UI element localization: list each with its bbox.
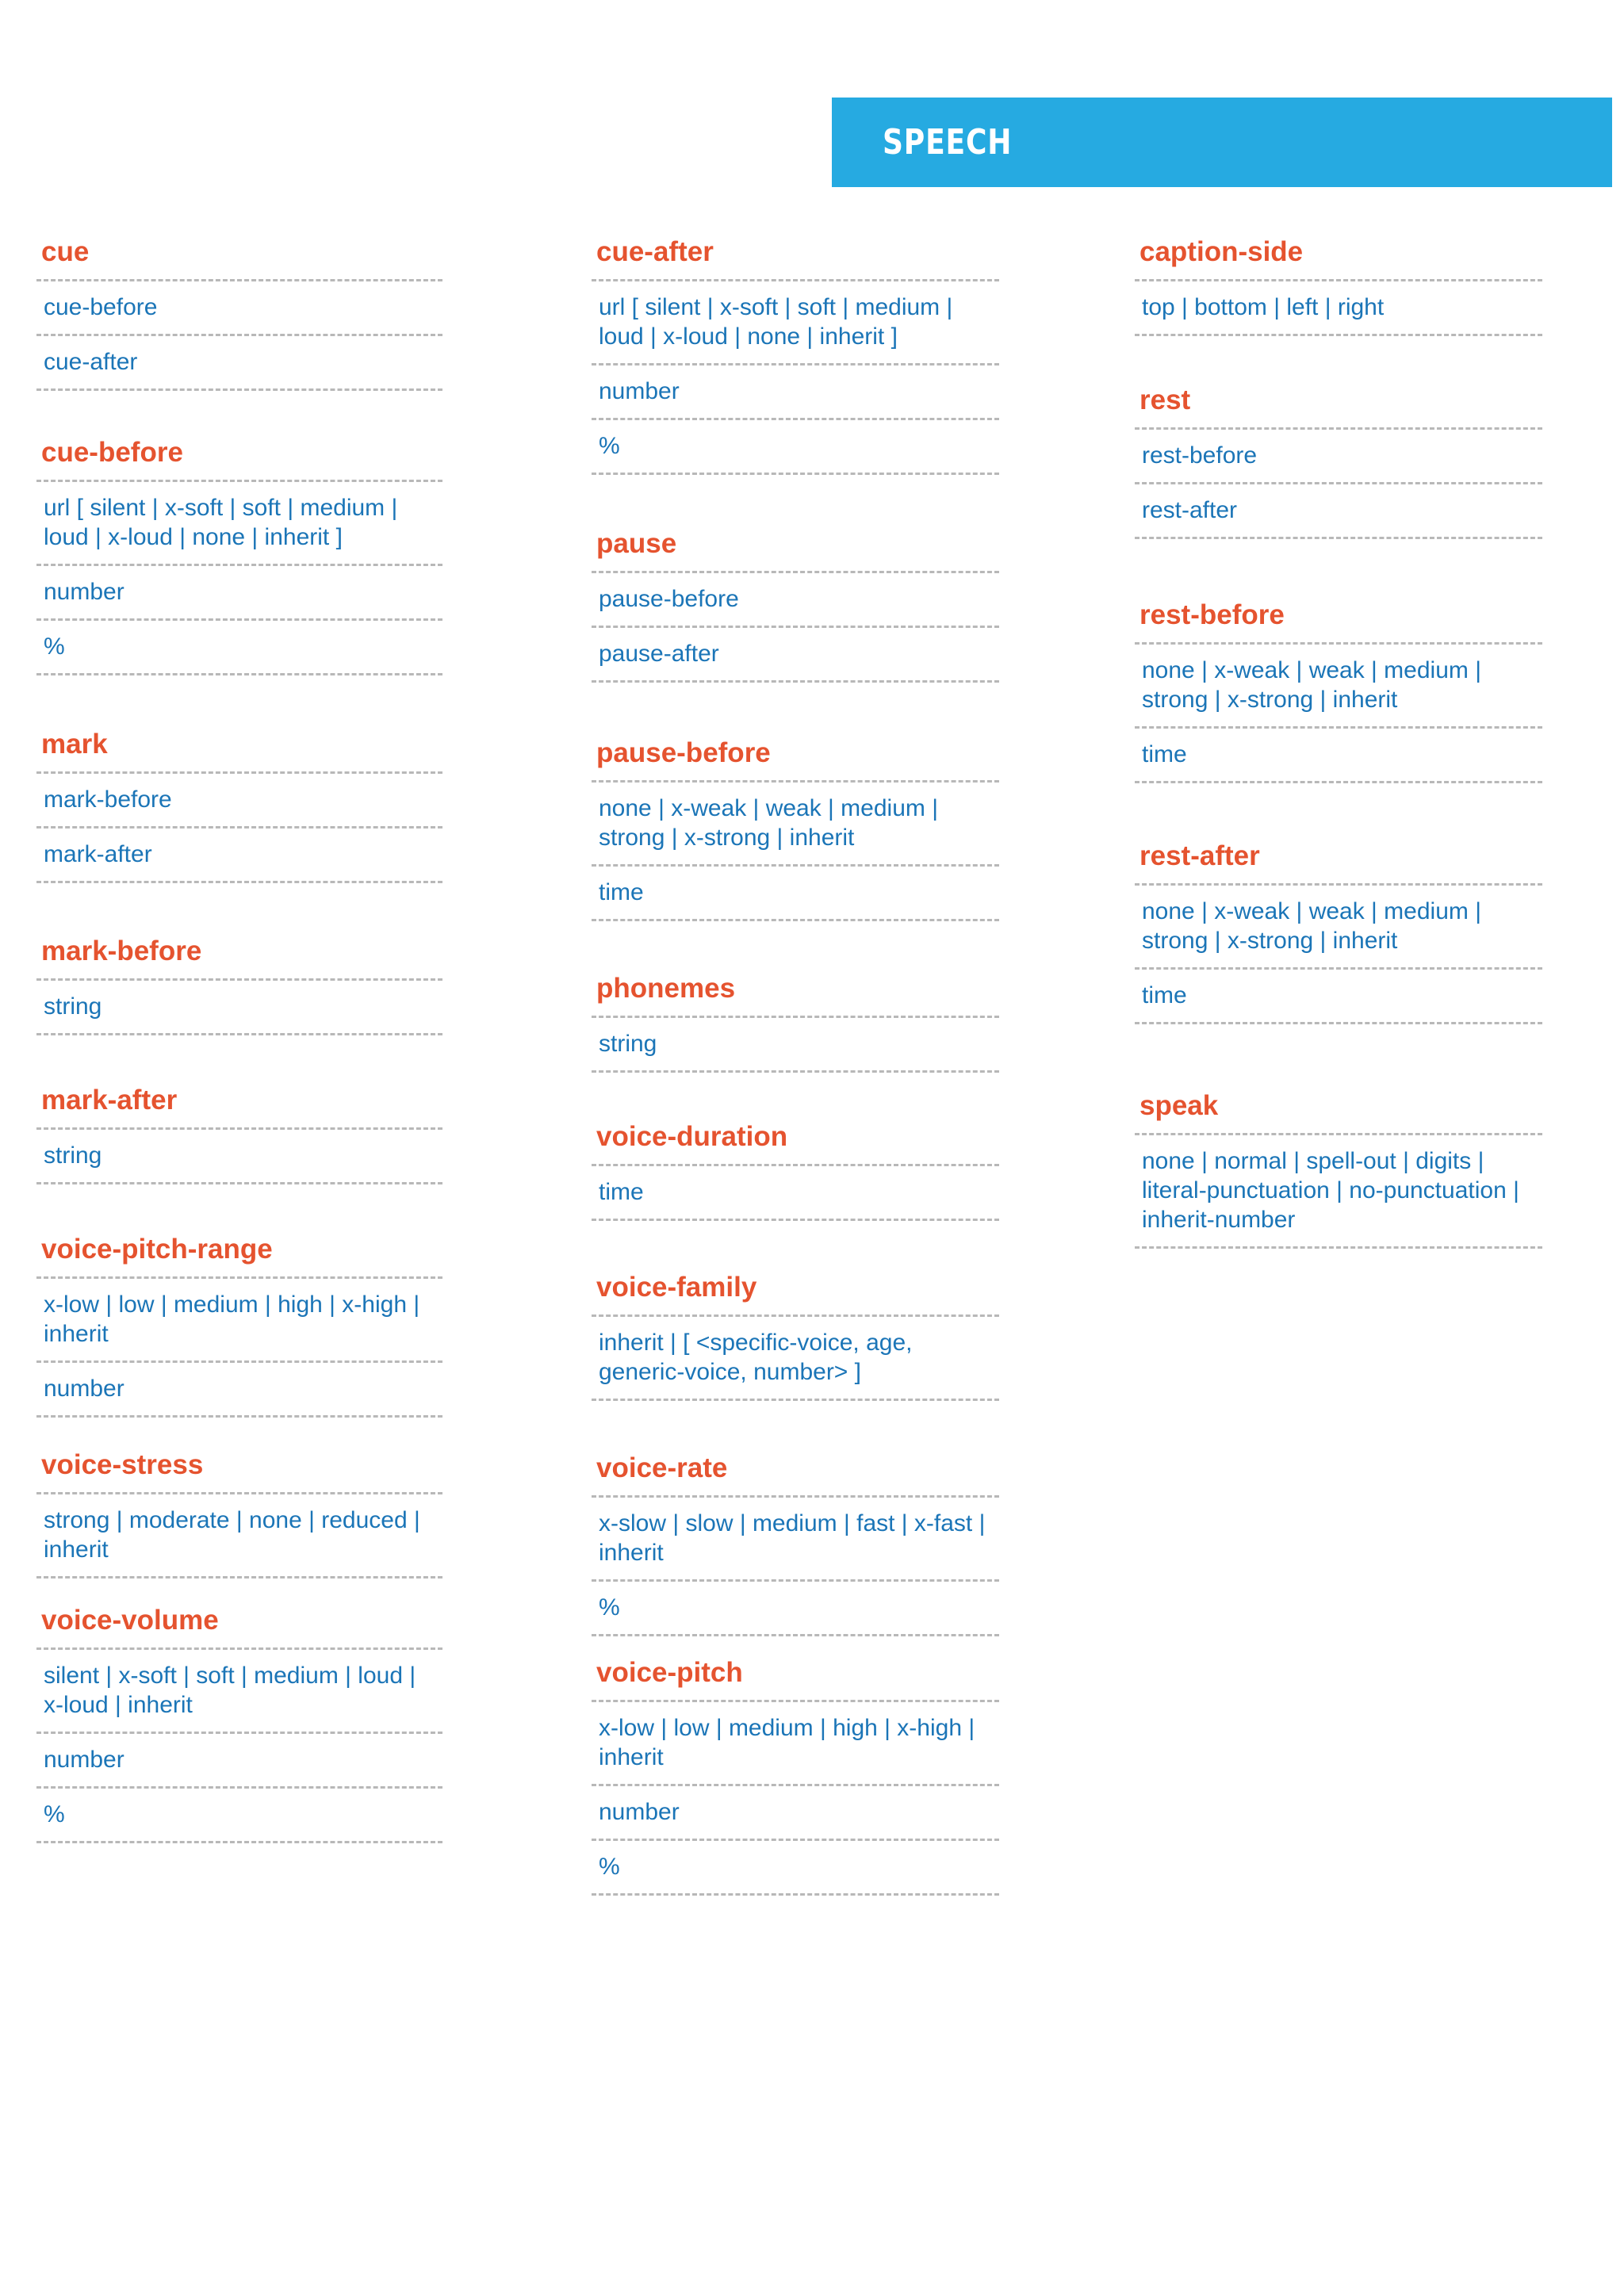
property-group-cue — [36, 233, 442, 391]
property-value: number — [592, 365, 999, 420]
property-value: url [ silent | x-soft | soft | medium | loud | x-loud | none | inherit ] — [592, 281, 999, 365]
property-group-rest-before — [1135, 596, 1542, 783]
property-group-voice-rate — [592, 1449, 999, 1636]
property-value: none | x-weak | weak | medium | strong | x-strong | inherit — [592, 783, 999, 867]
property-value: x-low | low | medium | high | x-high | inherit — [592, 1702, 999, 1786]
property-value: cue-after — [36, 336, 442, 391]
property-name: pause-before — [592, 734, 999, 783]
property-group-cue-after — [592, 233, 999, 475]
property-name: pause — [592, 525, 999, 573]
property-value: number — [36, 1734, 442, 1789]
property-name: speak — [1135, 1087, 1542, 1135]
property-value: none | x-weak | weak | medium | strong | x-strong | inherit — [1135, 886, 1542, 970]
property-value: none | x-weak | weak | medium | strong | x-strong | inherit — [1135, 645, 1542, 729]
property-value: x-slow | slow | medium | fast | x-fast | inherit — [592, 1498, 999, 1582]
property-value: number — [36, 566, 442, 621]
property-name: cue-after — [592, 233, 999, 281]
property-value: mark-before — [36, 774, 442, 828]
property-name: voice-pitch-range — [36, 1230, 442, 1279]
property-value: cue-before — [36, 281, 442, 336]
property-value: string — [36, 981, 442, 1035]
property-name: rest-after — [1135, 837, 1542, 886]
property-value: mark-after — [36, 828, 442, 883]
property-value: number — [592, 1786, 999, 1841]
property-group-mark-after — [36, 1081, 442, 1184]
property-group-voice-pitch — [592, 1654, 999, 1896]
property-value: time — [1135, 729, 1542, 783]
property-value: string — [36, 1130, 442, 1184]
property-group-mark — [36, 725, 442, 883]
property-value: string — [592, 1018, 999, 1073]
property-group-caption-side — [1135, 233, 1542, 336]
property-group-rest-after — [1135, 837, 1542, 1024]
property-value: % — [592, 1841, 999, 1896]
property-value: rest-before — [1135, 430, 1542, 484]
property-value: none | normal | spell-out | digits | literal-punctuation | no-punctuation | inherit-number — [1135, 1135, 1542, 1249]
section-title: SPEECH — [883, 122, 1013, 163]
section-header — [832, 98, 1612, 187]
property-value: url [ silent | x-soft | soft | medium | loud | x-loud | none | inherit ] — [36, 482, 442, 566]
property-value: % — [36, 1789, 442, 1843]
property-name: mark-before — [36, 932, 442, 981]
property-group-voice-stress — [36, 1446, 442, 1578]
property-name: voice-volume — [36, 1601, 442, 1650]
property-value: pause-after — [592, 628, 999, 683]
property-name: mark — [36, 725, 442, 774]
property-group-speak — [1135, 1087, 1542, 1249]
property-group-mark-before — [36, 932, 442, 1035]
property-group-voice-family — [592, 1269, 999, 1401]
property-name: voice-rate — [592, 1449, 999, 1498]
property-value: strong | moderate | none | reduced | inherit — [36, 1494, 442, 1578]
property-name: mark-after — [36, 1081, 442, 1130]
property-name: rest-before — [1135, 596, 1542, 645]
property-name: voice-family — [592, 1269, 999, 1317]
property-value: rest-after — [1135, 484, 1542, 539]
property-group-rest — [1135, 381, 1542, 539]
property-name: caption-side — [1135, 233, 1542, 281]
property-name: voice-pitch — [592, 1654, 999, 1702]
property-group-voice-pitch-range — [36, 1230, 442, 1418]
property-value: time — [592, 867, 999, 921]
property-group-pause-before — [592, 734, 999, 921]
property-value: number — [36, 1363, 442, 1418]
property-value: time — [1135, 970, 1542, 1024]
property-group-voice-volume — [36, 1601, 442, 1843]
property-value: % — [36, 621, 442, 675]
property-name: rest — [1135, 381, 1542, 430]
property-name: phonemes — [592, 970, 999, 1018]
property-group-pause — [592, 525, 999, 683]
property-name: voice-stress — [36, 1446, 442, 1494]
property-value: % — [592, 420, 999, 475]
property-value: inherit | [ <specific-voice, age, generic-voice, number> ] — [592, 1317, 999, 1401]
property-group-phonemes — [592, 970, 999, 1073]
property-value: % — [592, 1582, 999, 1636]
property-value: x-low | low | medium | high | x-high | inherit — [36, 1279, 442, 1363]
property-name: cue — [36, 233, 442, 281]
property-name: cue-before — [36, 434, 442, 482]
property-name: voice-duration — [592, 1118, 999, 1166]
property-value: pause-before — [592, 573, 999, 628]
property-value: silent | x-soft | soft | medium | loud | x-loud | inherit — [36, 1650, 442, 1734]
property-group-cue-before — [36, 434, 442, 675]
property-value: time — [592, 1166, 999, 1221]
property-group-voice-duration — [592, 1118, 999, 1221]
property-value: top | bottom | left | right — [1135, 281, 1542, 336]
